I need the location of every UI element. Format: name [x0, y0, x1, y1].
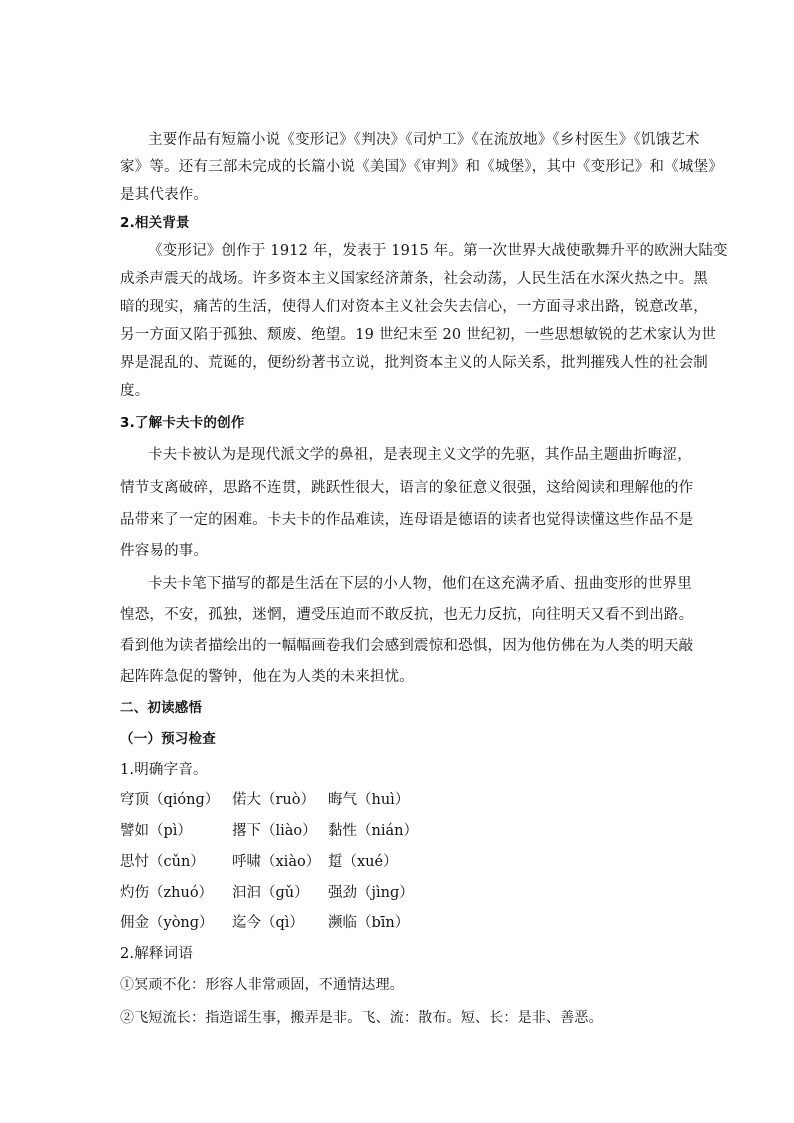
heading-background: 2.相关背景: [120, 215, 190, 231]
item-definitions-title: 2.解释词语: [120, 946, 194, 962]
pronunciation-entry: 撂下（liào）: [232, 823, 317, 839]
works-line-3: 是其代表作。: [120, 187, 209, 203]
pronunciation-entry: 濒临（bīn）: [328, 915, 410, 931]
background-line-3: 暗的现实，痛苦的生活，使得人们对资本主义社会失去信心，一方面寻求出路，锐意改革，: [120, 299, 708, 315]
kafka1-line-1: 卡夫卡被认为是现代派文学的鼻祖，是表现主义文学的先驱，其作品主题曲折晦涩，: [148, 447, 692, 463]
heading-kafka: 3.了解卡夫卡的创作: [120, 415, 245, 431]
pronunciation-entry: 晦气（huì）: [328, 792, 410, 808]
pronunciation-entry: 踅（xué）: [328, 854, 398, 870]
works-line-1: 主要作品有短篇小说《变形记》《判决》《司炉工》《在流放地》《乡村医生》《饥饿艺术: [148, 132, 700, 148]
pronunciation-row: [120, 883, 690, 903]
pronunciation-entry: 黏性（nián）: [328, 823, 418, 839]
pronunciation-entry: 思忖（cǔn）: [120, 854, 205, 870]
background-line-1: 《变形记》创作于 1912 年，发表于 1915 年。第一次世界大战使歌舞升平的欧洲大陆变: [148, 243, 728, 259]
kafka2-line-2: 惶恐，不安，孤独，迷惘，遭受压迫而不敢反抗，也无力反抗，向往明天又看不到出路。: [120, 607, 694, 623]
definition-2: ②飞短流长：指造谣生事，搬弄是非。飞、流：散布。短、长：是非、善恶。: [120, 1010, 603, 1026]
kafka1-line-4: 件容易的事。: [120, 543, 209, 559]
pronunciation-entry: 灼伤（zhuó）: [120, 885, 214, 901]
background-line-5: 界是混乱的、荒诞的，便纷纷著书立说，批判资本主义的人际关系，批判摧残人性的社会制: [120, 355, 708, 371]
pronunciation-entry: 譬如（pì）: [120, 823, 192, 839]
definition-1: ①冥顽不化：形容人非常顽固，不通情达理。: [120, 977, 404, 993]
pronunciation-row: [120, 852, 690, 872]
pronunciation-entry: 呼啸（xiào）: [232, 854, 321, 870]
background-line-6: 度。: [120, 383, 150, 399]
pronunciation-entry: 穹顶（qiónɡ）: [120, 792, 220, 808]
background-line-4: 另一方面又陷于孤独、颓废、绝望。19 世纪末至 20 世纪初，一些思想敏锐的艺术家认为世: [120, 327, 717, 343]
pronunciation-row: [120, 821, 690, 841]
kafka2-line-3: 看到他为读者描绘出的一幅幅画卷我们会感到震惊和恐惧，因为他仿佛在为人类的明天敲: [120, 638, 694, 654]
works-line-2: 家》等。还有三部未完成的长篇小说《美国》《审判》和《城堡》，其中《变形记》和《城堡》: [120, 159, 723, 175]
kafka1-line-2: 情节支离破碎，思路不连贯，跳跃性很大，语言的象征意义很强，这给阅读和理解他的作: [120, 480, 694, 496]
pronunciation-entry: 偌大（ruò）: [232, 792, 315, 808]
pronunciation-row: [120, 790, 690, 810]
item-pronunciation-title: 1.明确字音。: [120, 762, 208, 778]
section-heading: 二、初读感悟: [120, 700, 203, 716]
pronunciation-row: [120, 913, 690, 933]
background-line-2: 成杀声震天的战场。许多资本主义国家经济萧条，社会动荡，人民生活在水深火热之中。黑: [120, 271, 708, 287]
pronunciation-entry: 迄今（qì）: [232, 915, 304, 931]
kafka2-line-4: 起阵阵急促的警钟，他在为人类的未来担忧。: [120, 669, 414, 685]
pronunciation-entry: 汩汩（ɡǔ）: [232, 885, 309, 901]
subsection-heading: （一）预习检查: [120, 731, 216, 747]
kafka1-line-3: 品带来了一定的困难。卡夫卡的作品难读，连母语是德语的读者也觉得读懂这些作品不是: [120, 512, 694, 528]
pronunciation-entry: 佣金（yònɡ）: [120, 915, 214, 931]
kafka2-line-1: 卡夫卡笔下描写的都是生活在下层的小人物，他们在这充满矛盾、扭曲变形的世界里: [148, 576, 692, 592]
pronunciation-entry: 强劲（jìnɡ）: [328, 885, 414, 901]
